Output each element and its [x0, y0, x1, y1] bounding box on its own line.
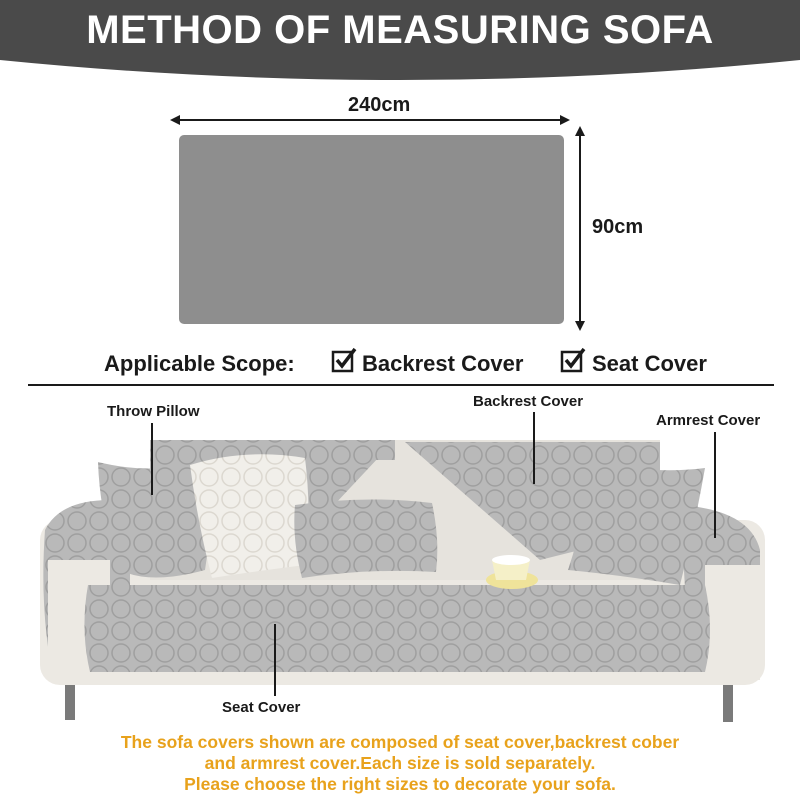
callout-line-armrest — [714, 432, 716, 538]
sofa-image — [0, 400, 800, 730]
scope-option-seat: Seat Cover — [592, 351, 707, 376]
scope-label: Applicable Scope: — [104, 351, 295, 376]
fabric-swatch — [179, 135, 564, 324]
footer-note — [0, 732, 800, 795]
width-arrow — [170, 110, 570, 130]
checkbox-checked-icon — [560, 347, 586, 373]
header-banner — [0, 0, 800, 90]
callout-line-backrest — [533, 412, 535, 484]
footer-line-3: Please choose the right sizes to decorate your sofa. — [184, 774, 616, 794]
section-divider — [28, 384, 774, 386]
callout-backrest-cover: Backrest Cover — [473, 393, 584, 410]
callout-throw-pillow: Throw Pillow — [107, 403, 200, 420]
scope-option-backrest: Backrest Cover — [362, 351, 524, 376]
height-arrow — [570, 126, 590, 331]
width-label: 240cm — [348, 94, 411, 116]
callout-line-throw-pillow — [151, 423, 153, 495]
height-label: 90cm — [592, 216, 644, 238]
footer-line-1: The sofa covers shown are composed of seat cover,backrest cober — [120, 732, 680, 752]
page-title: METHOD OF MEASURING SOFA — [86, 8, 714, 52]
callout-armrest-cover: Armrest Cover — [656, 412, 761, 429]
callout-line-seat — [274, 624, 276, 696]
applicable-scope — [0, 345, 800, 383]
callout-seat-cover: Seat Cover — [222, 699, 301, 716]
footer-line-2: and armrest cover.Each size is sold separately. — [204, 753, 596, 773]
checkbox-checked-icon — [331, 347, 357, 373]
